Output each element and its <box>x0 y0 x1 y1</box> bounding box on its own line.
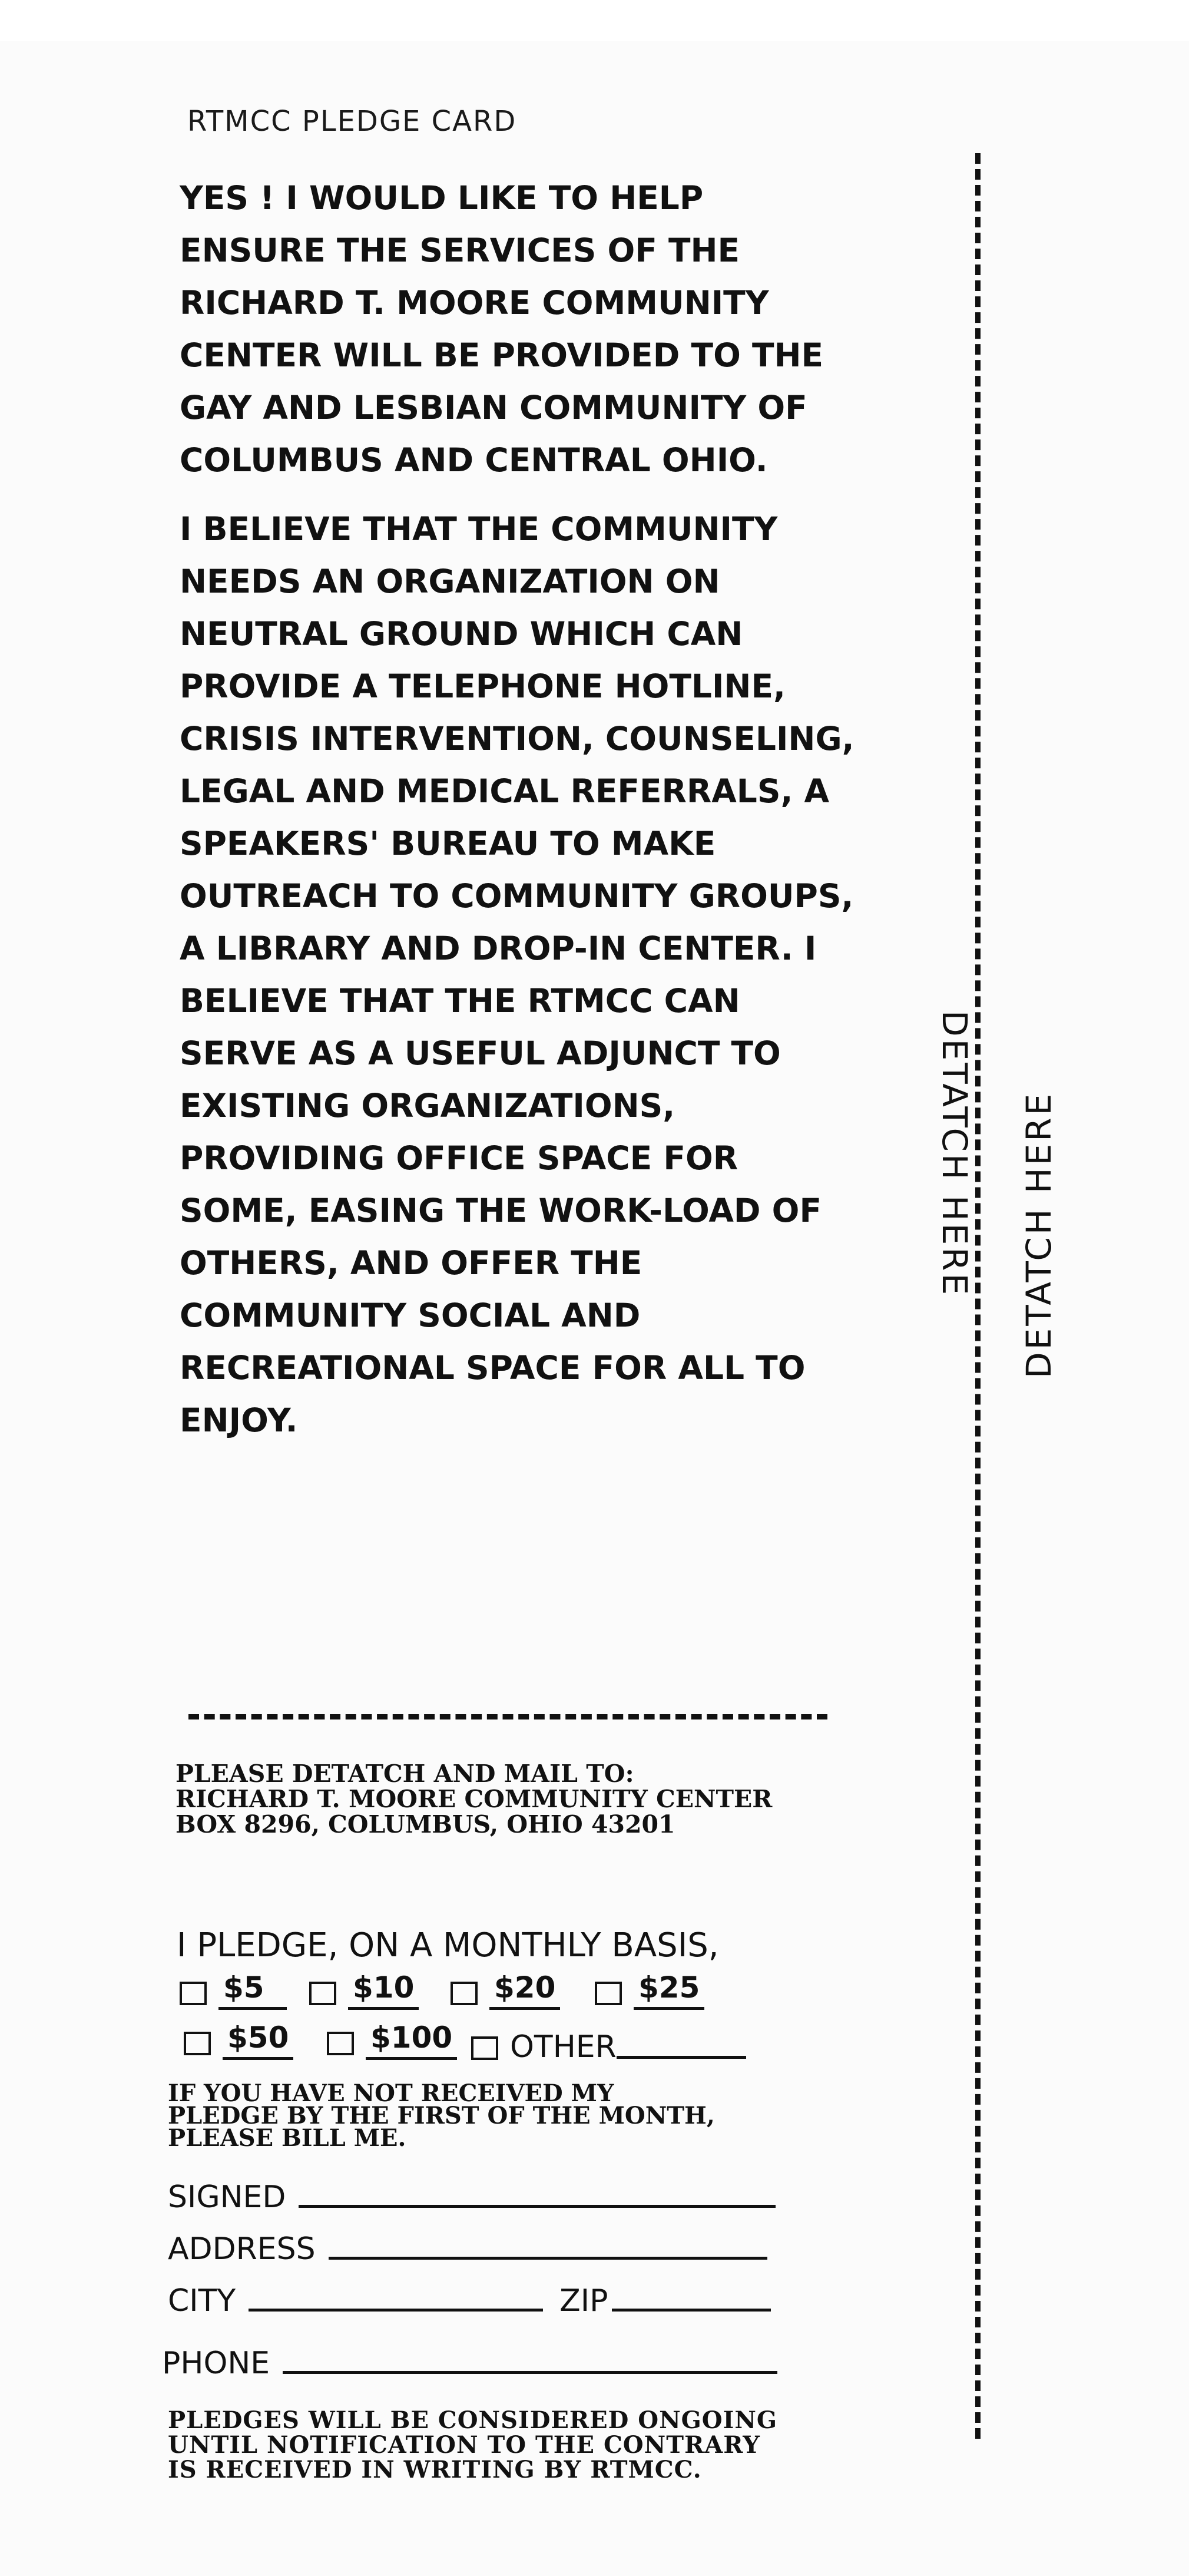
footer-line: UNTIL NOTIFICATION TO THE CONTRARY <box>168 2431 760 2459</box>
mail-recipient: RICHARD T. MOORE COMMUNITY CENTER <box>175 1785 773 1813</box>
amount-label: $25 <box>634 1970 704 2010</box>
checkbox[interactable] <box>595 1982 622 2005</box>
amount-label: $50 <box>223 2021 293 2060</box>
belief-paragraph: I BELIEVE THAT THE COMMUNITY NEEDS AN ORGANIZATION ON NEUTRAL GROUND WHICH CAN PROVIDE A TELEPHONE HOTLINE, CRISIS INTERVENTION, COUNSELING, LEGAL AND MEDICAL REFERRALS, A SPEAKERS' BUREAU TO MAKE OUTREACH TO COMMUNITY GROUPS, A LIBRARY AND DROP-IN CENTER. I BELIEVE THAT THE RTMCC CAN SERVE AS A USEFUL ADJUNCT TO EXISTING ORGANIZATIONS, PROVIDING OFFICE SPACE FOR SOME, EASING THE WORK-LOAD OF OTHERS, AND OFFER THE COMMUNITY SOCIAL AND RECREATIONAL SPACE FOR ALL TO ENJOY. <box>180 510 855 1439</box>
mail-box-address: BOX 8296, COLUMBUS, OHIO 43201 <box>175 1810 675 1838</box>
mailing-address <box>175 1761 772 1837</box>
billing-note-line: IF YOU HAVE NOT RECEIVED MY <box>168 2079 614 2107</box>
detach-here-label-right: DETATCH HERE <box>1019 1091 1059 1378</box>
amount-label: $5 <box>218 1970 287 2010</box>
signed-line[interactable] <box>299 2205 776 2208</box>
amount-label: $20 <box>489 1970 560 2010</box>
amount-label: $10 <box>348 1970 419 2010</box>
amount-label: $100 <box>366 2021 457 2060</box>
zip-line[interactable] <box>612 2309 771 2312</box>
signed-label: SIGNED <box>168 2180 286 2215</box>
zip-label: ZIP <box>559 2283 608 2319</box>
address-line[interactable] <box>329 2257 767 2260</box>
other-amount-line[interactable] <box>617 2056 746 2059</box>
pledge-option-100[interactable] <box>327 2021 457 2060</box>
checkbox[interactable] <box>327 2032 354 2055</box>
card-title: RTMCC PLEDGE CARD <box>187 105 517 138</box>
other-label: OTHER <box>510 2029 617 2065</box>
mail-instruction: PLEASE DETATCH AND MAIL TO: <box>175 1760 634 1788</box>
pledge-option-20[interactable] <box>451 1970 560 2010</box>
pledge-option-50[interactable] <box>184 2021 293 2060</box>
footer-line: IS RECEIVED IN WRITING BY RTMCC. <box>168 2456 702 2484</box>
billing-note <box>168 2079 715 2152</box>
signed-field[interactable] <box>168 2180 776 2215</box>
tear-line-horizontal <box>188 1714 827 1719</box>
phone-label: PHONE <box>162 2346 270 2381</box>
pledge-option-5[interactable] <box>180 1970 287 2010</box>
pledge-option-other[interactable] <box>471 2029 746 2065</box>
billing-note-line: PLEDGE BY THE FIRST OF THE MONTH, <box>168 2102 715 2129</box>
city-field[interactable] <box>168 2283 771 2319</box>
detach-here-label-left: DETATCH HERE <box>935 1010 975 1298</box>
checkbox[interactable] <box>309 1982 336 2005</box>
intro-paragraph: YES ! I WOULD LIKE TO HELP ENSURE THE SERVICES OF THE RICHARD T. MOORE COMMUNITY CENTER WILL BE PROVIDED TO THE GAY AND LESBIAN COMMUNITY OF COLUMBUS AND CENTRAL OHIO. <box>180 179 824 479</box>
footer-line: PLEDGES WILL BE CONSIDERED ONGOING <box>168 2406 778 2434</box>
address-field[interactable] <box>168 2231 767 2267</box>
city-label: CITY <box>168 2283 236 2319</box>
pledge-option-10[interactable] <box>309 1970 419 2010</box>
footer-note <box>168 2408 777 2482</box>
card-body <box>180 172 857 1447</box>
phone-field[interactable] <box>162 2346 777 2381</box>
billing-note-line: PLEASE BILL ME. <box>168 2124 406 2152</box>
checkbox[interactable] <box>180 1982 207 2005</box>
checkbox[interactable] <box>451 1982 478 2005</box>
pledge-heading: I PLEDGE, ON A MONTHLY BASIS, <box>177 1926 719 1965</box>
checkbox[interactable] <box>471 2036 498 2060</box>
checkbox[interactable] <box>184 2032 211 2055</box>
phone-line[interactable] <box>283 2371 777 2374</box>
pledge-option-25[interactable] <box>595 1970 704 2010</box>
page-edge <box>0 0 1189 41</box>
address-label: ADDRESS <box>168 2231 316 2267</box>
city-line[interactable] <box>249 2309 543 2312</box>
tear-line-vertical <box>975 153 981 2439</box>
